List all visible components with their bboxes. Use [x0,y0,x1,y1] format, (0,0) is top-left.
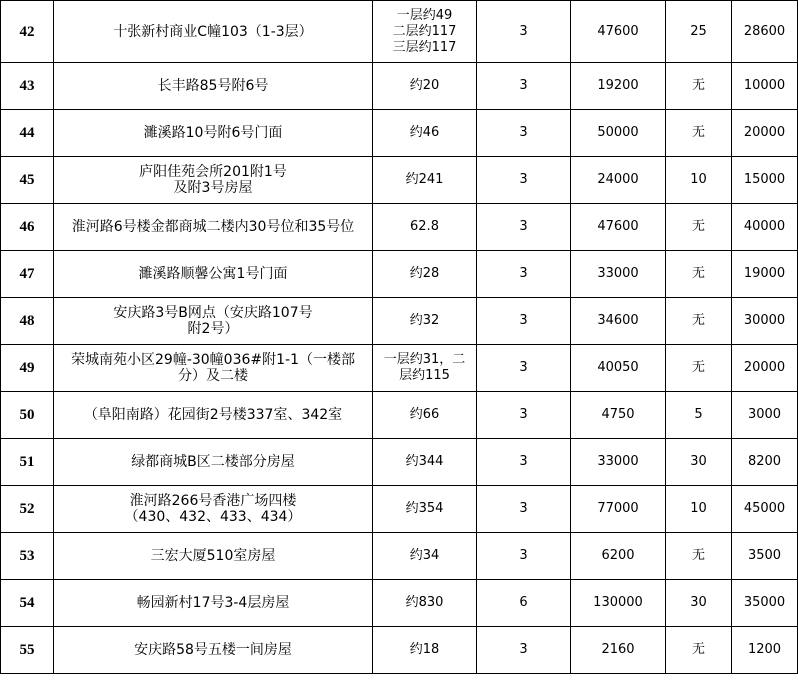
rent-cell: 33000 [571,251,666,298]
table-row [1,298,798,345]
row-number: 43 [1,63,54,110]
years-cell: 3 [477,439,571,486]
location-cell: 淮河路6号楼金都商城二楼内30号位和35号位 [54,204,373,251]
rent-cell: 6200 [571,533,666,580]
increase-cell: 无 [666,110,732,157]
rent-cell: 77000 [571,486,666,533]
years-cell: 3 [477,157,571,204]
deposit-cell: 10000 [732,63,798,110]
deposit-cell: 3000 [732,392,798,439]
table-row [1,627,798,674]
area-cell: 约354 [373,486,477,533]
table-row [1,110,798,157]
row-number: 54 [1,580,54,627]
deposit-cell: 30000 [732,298,798,345]
increase-cell: 无 [666,204,732,251]
years-cell: 3 [477,251,571,298]
location-cell: 畅园新村17号3-4层房屋 [54,580,373,627]
rent-cell: 40050 [571,345,666,392]
location-cell: 庐阳佳苑会所201附1号 及附3号房屋 [54,157,373,204]
location-cell: 安庆路3号B网点（安庆路107号 附2号） [54,298,373,345]
years-cell: 3 [477,486,571,533]
rent-cell: 4750 [571,392,666,439]
location-cell: （阜阳南路）花园街2号楼337室、342室 [54,392,373,439]
location-cell: 安庆路58号五楼一间房屋 [54,627,373,674]
years-cell: 3 [477,204,571,251]
increase-cell: 30 [666,439,732,486]
increase-cell: 5 [666,392,732,439]
years-cell: 3 [477,627,571,674]
row-number: 55 [1,627,54,674]
table-row [1,63,798,110]
years-cell: 6 [477,580,571,627]
increase-cell: 10 [666,486,732,533]
area-cell: 约830 [373,580,477,627]
table-row [1,580,798,627]
row-number: 44 [1,110,54,157]
rent-cell: 130000 [571,580,666,627]
location-cell: 绿都商城B区二楼部分房屋 [54,439,373,486]
area-cell: 62.8 [373,204,477,251]
deposit-cell: 35000 [732,580,798,627]
increase-cell: 无 [666,627,732,674]
rent-cell: 50000 [571,110,666,157]
row-number: 45 [1,157,54,204]
table-row [1,1,798,63]
years-cell: 3 [477,345,571,392]
table-row [1,251,798,298]
location-cell: 十张新村商业C幢103（1-3层） [54,1,373,63]
deposit-cell: 3500 [732,533,798,580]
row-number: 53 [1,533,54,580]
row-number: 46 [1,204,54,251]
table-row [1,486,798,533]
area-cell: 约46 [373,110,477,157]
rent-cell: 33000 [571,439,666,486]
area-cell: 约34 [373,533,477,580]
deposit-cell: 28600 [732,1,798,63]
deposit-cell: 45000 [732,486,798,533]
area-cell: 约18 [373,627,477,674]
table-row [1,439,798,486]
location-cell: 濉溪路顺馨公寓1号门面 [54,251,373,298]
years-cell: 3 [477,63,571,110]
area-cell: 约344 [373,439,477,486]
row-number: 51 [1,439,54,486]
rent-cell: 24000 [571,157,666,204]
table-row [1,392,798,439]
deposit-cell: 15000 [732,157,798,204]
location-cell: 长丰路85号附6号 [54,63,373,110]
row-number: 48 [1,298,54,345]
years-cell: 3 [477,298,571,345]
area-cell: 约32 [373,298,477,345]
deposit-cell: 20000 [732,110,798,157]
increase-cell: 无 [666,345,732,392]
increase-cell: 无 [666,63,732,110]
increase-cell: 25 [666,1,732,63]
location-cell: 淮河路266号香港广场四楼 （430、432、433、434） [54,486,373,533]
deposit-cell: 40000 [732,204,798,251]
years-cell: 3 [477,392,571,439]
increase-cell: 无 [666,533,732,580]
rent-cell: 2160 [571,627,666,674]
increase-cell: 无 [666,298,732,345]
years-cell: 3 [477,110,571,157]
table-row [1,204,798,251]
area-cell: 约28 [373,251,477,298]
table-row [1,345,798,392]
increase-cell: 30 [666,580,732,627]
location-cell: 三宏大厦510室房屋 [54,533,373,580]
location-cell: 濉溪路10号附6号门面 [54,110,373,157]
row-number: 47 [1,251,54,298]
row-number: 50 [1,392,54,439]
rent-cell: 19200 [571,63,666,110]
area-cell: 一层约49 二层约117 三层约117 [373,1,477,63]
table-row [1,533,798,580]
rent-cell: 34600 [571,298,666,345]
area-cell: 约241 [373,157,477,204]
rent-cell: 47600 [571,204,666,251]
area-cell: 一层约31，二 层约115 [373,345,477,392]
row-number: 52 [1,486,54,533]
years-cell: 3 [477,533,571,580]
table-row [1,157,798,204]
increase-cell: 10 [666,157,732,204]
increase-cell: 无 [666,251,732,298]
deposit-cell: 1200 [732,627,798,674]
row-number: 42 [1,1,54,63]
location-cell: 荣城南苑小区29幢-30幢036#附1-1（一楼部 分）及二楼 [54,345,373,392]
table-body [1,1,798,674]
rent-cell: 47600 [571,1,666,63]
years-cell: 3 [477,1,571,63]
deposit-cell: 20000 [732,345,798,392]
area-cell: 约20 [373,63,477,110]
deposit-cell: 19000 [732,251,798,298]
deposit-cell: 8200 [732,439,798,486]
row-number: 49 [1,345,54,392]
area-cell: 约66 [373,392,477,439]
